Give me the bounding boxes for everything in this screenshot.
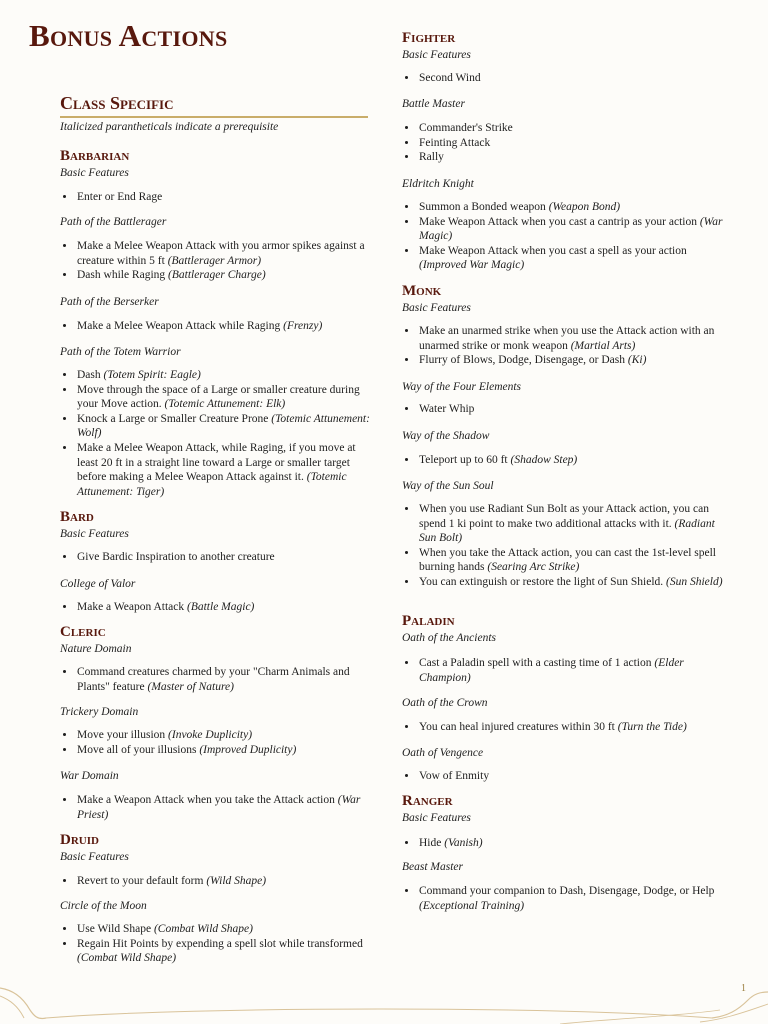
list-item — [418, 769, 724, 784]
list-item-text: Make a Weapon Attack — [77, 601, 187, 613]
list-item-text: Move through the space of a Large or smaller creature during your Move action. — [77, 383, 360, 411]
prerequisite-note — [60, 121, 278, 133]
prerequisite: (Martial Arts) — [570, 339, 636, 352]
list-item — [418, 353, 724, 368]
prerequisite: (Master of Nature) — [147, 680, 234, 693]
list-item — [418, 324, 724, 353]
bard-heading: Bard — [60, 509, 94, 525]
barbarian-heading: Barbarian — [60, 148, 130, 164]
list-item-text: When you use Radiant Sun Bolt as your Attack action, you can spend 1 ki point to make two additional attacks with it. — [419, 503, 709, 530]
eldritch-list — [402, 200, 724, 273]
ancients-list — [402, 656, 724, 685]
list-item — [418, 720, 724, 735]
list-item — [418, 453, 724, 468]
prerequisite: (Exceptional Training) — [419, 899, 525, 912]
list-item — [418, 402, 724, 417]
list-item-text: Move your illusion — [77, 729, 169, 741]
list-item-text: Knock a Large or Smaller Creature Prone — [77, 412, 272, 425]
prerequisite: (Totemic Attunement: Elk) — [164, 398, 286, 411]
section-title-class-specific: Class Specific — [60, 93, 174, 113]
list-item-text: Make a Melee Weapon Attack, while Raging, if you move at least 20 ft in a straight line toward a Large or smaller target before making a Melee Weapon Attack against it. — [77, 441, 356, 484]
prerequisite: (Invoke Duplicity) — [168, 729, 253, 741]
battlerager-list — [60, 239, 370, 283]
battlerager-label: Path of the Battlerager — [60, 216, 167, 228]
prerequisite: (Combat Wild Shape) — [77, 952, 177, 965]
prerequisite: (Sun Shield) — [666, 575, 723, 588]
list-item — [418, 836, 724, 851]
barbarian-basic-label: Basic Features — [60, 167, 129, 179]
prerequisite: (Totemic Attunement: Wolf) — [77, 412, 370, 440]
prerequisite: (Totemic Attunement: Tiger) — [77, 471, 347, 498]
prerequisite: (Battle Magic) — [187, 601, 255, 613]
list-item — [418, 71, 724, 86]
fighter-basic-label: Basic Features — [402, 49, 471, 61]
battlemaster-label: Battle Master — [402, 98, 465, 110]
list-item-text: Second Wind — [419, 72, 481, 84]
prerequisite: (Turn the Tide) — [617, 721, 687, 733]
ranger-basic-list — [402, 836, 724, 851]
list-item-text: Revert to your default form — [77, 875, 207, 887]
section-divider — [60, 116, 368, 118]
prerequisite: (Battlerager Armor) — [167, 254, 262, 267]
list-item-text: Make Weapon Attack when you cast a spell as your action — [419, 244, 687, 257]
page-number: 1 — [741, 983, 746, 994]
list-item — [418, 884, 724, 913]
prerequisite: (Wild Shape) — [206, 875, 267, 887]
footer-ornament — [0, 960, 768, 1024]
list-item — [76, 239, 370, 268]
list-item-text: Feinting Attack — [419, 136, 491, 149]
list-item-text: Use Wild Shape — [77, 923, 154, 935]
list-item — [76, 368, 370, 383]
paladin-heading: Paladin — [402, 613, 455, 629]
list-item-text: Give Bardic Inspiration to another creature — [77, 551, 275, 563]
valor-list — [60, 600, 370, 615]
list-item — [418, 575, 724, 590]
bard-basic-label: Basic Features — [60, 528, 129, 540]
list-item — [418, 136, 724, 151]
war-label: War Domain — [60, 770, 119, 782]
list-item-text: Command creatures charmed by your "Charm Animals and Plants" feature — [77, 666, 350, 693]
list-item-text: Regain Hit Points by expending a spell slot while transformed — [77, 937, 363, 950]
list-item — [76, 412, 370, 441]
prerequisite: (Combat Wild Shape) — [153, 923, 253, 935]
eldritch-label: Eldritch Knight — [402, 178, 474, 190]
valor-label: College of Valor — [60, 578, 136, 590]
note-italic: Italicized — [60, 121, 103, 133]
list-item-text: Rally — [419, 151, 444, 164]
berserker-list — [60, 319, 370, 334]
list-item — [76, 922, 370, 937]
fighter-heading: Fighter — [402, 30, 456, 46]
moon-label: Circle of the Moon — [60, 900, 147, 912]
nature-list — [60, 665, 370, 694]
list-item — [418, 244, 724, 273]
prerequisite: (War Priest) — [77, 794, 361, 821]
list-item-text: Hide — [419, 837, 445, 849]
list-item — [76, 319, 370, 334]
list-item-text: Dash while Raging — [77, 269, 169, 282]
list-item-text: You can extinguish or restore the light of Sun Shield. — [419, 575, 667, 588]
list-item-text: Water Whip — [419, 403, 475, 415]
ranger-heading: Ranger — [402, 793, 453, 809]
druid-basic-label: Basic Features — [60, 851, 129, 863]
fighter-basic-list — [402, 71, 724, 86]
list-item — [418, 656, 724, 685]
list-item — [76, 190, 370, 205]
prerequisite: (Improved War Magic) — [419, 259, 525, 272]
ranger-basic-label: Basic Features — [402, 812, 471, 824]
prerequisite: (War Magic) — [419, 215, 723, 243]
crown-label: Oath of the Crown — [402, 697, 488, 709]
list-item-text: Summon a Bonded weapon — [419, 201, 549, 213]
prerequisite: (Elder Champion) — [419, 657, 684, 684]
list-item-text: Make an unarmed strike when you use the Attack action with an unarmed strike or monk weapon — [419, 325, 715, 352]
druid-basic-list — [60, 874, 370, 889]
list-item-text: Commander's Strike — [419, 122, 513, 134]
beastmaster-label: Beast Master — [402, 861, 464, 873]
list-item — [76, 665, 370, 694]
battlemaster-list — [402, 121, 724, 165]
page-title: Bonus Actions — [29, 18, 228, 53]
list-item-text: Teleport up to 60 ft — [419, 454, 511, 466]
list-item-text: Make a Melee Weapon Attack while Raging — [77, 320, 284, 332]
list-item — [418, 502, 724, 546]
list-item-text: Enter or End Rage — [77, 191, 163, 203]
list-item-text: Make a Weapon Attack when you take the Attack action — [77, 794, 338, 806]
list-item — [76, 743, 370, 758]
prerequisite: (Searing Arc Strike) — [487, 561, 580, 574]
list-item — [418, 215, 724, 244]
prerequisite: (Weapon Bond) — [548, 201, 621, 213]
totem-label: Path of the Totem Warrior — [60, 346, 181, 358]
prerequisite: (Ki) — [627, 354, 647, 367]
sunsoul-label: Way of the Sun Soul — [402, 480, 494, 492]
ancients-label: Oath of the Ancients — [402, 632, 497, 644]
monk-basic-label: Basic Features — [402, 302, 471, 314]
prerequisite: (Shadow Step) — [510, 454, 578, 466]
nature-label: Nature Domain — [60, 643, 132, 655]
prerequisite: (Improved Duplicity) — [199, 743, 297, 756]
elements-list — [402, 402, 724, 417]
list-item — [76, 600, 370, 615]
list-item-text: When you take the Attack action, you can cast the 1st-level spell burning hands — [419, 546, 716, 574]
list-item-text: Flurry of Blows, Dodge, Disengage, or Dash — [419, 354, 628, 367]
list-item — [76, 550, 370, 565]
list-item-text: Command your companion to Dash, Disengage, Dodge, or Help — [419, 885, 715, 897]
berserker-label: Path of the Berserker — [60, 296, 159, 308]
list-item — [76, 874, 370, 889]
war-list — [60, 793, 370, 822]
list-item-text: Make Weapon Attack when you cast a cantrip as your action — [419, 215, 700, 228]
list-item — [76, 268, 370, 283]
prerequisite: (Totem Spirit: Eagle) — [103, 369, 201, 381]
cleric-heading: Cleric — [60, 624, 106, 640]
barbarian-basic-list — [60, 190, 370, 205]
list-item-text: You can heal injured creatures within 30 ft — [419, 721, 618, 733]
beastmaster-list — [402, 884, 724, 913]
shadow-list — [402, 453, 724, 468]
list-item — [76, 728, 370, 743]
prerequisite: (Radiant Sun Bolt) — [419, 517, 715, 545]
list-item-text: Cast a Paladin spell with a casting time of 1 action — [419, 657, 655, 669]
prerequisite: (Vanish) — [444, 837, 483, 849]
prerequisite: (Frenzy) — [283, 320, 323, 332]
list-item — [76, 441, 370, 499]
list-item — [418, 200, 724, 215]
vengence-list — [402, 769, 724, 784]
list-item-text: Move all of your illusions — [77, 743, 200, 756]
sunsoul-list — [402, 502, 724, 590]
list-item-text: Vow of Enmity — [419, 770, 490, 782]
list-item-text: Make a Melee Weapon Attack with you armor spikes against a creature within 5 ft — [77, 240, 365, 267]
note-rest-2: s indicate a prerequisite — [167, 121, 279, 133]
monk-basic-list — [402, 324, 724, 368]
vengence-label: Oath of Vengence — [402, 747, 484, 759]
prerequisite: (Battlerager Charge) — [168, 269, 266, 282]
druid-heading: Druid — [60, 832, 99, 848]
trickery-label: Trickery Domain — [60, 706, 139, 718]
list-item — [418, 121, 724, 136]
elements-label: Way of the Four Elements — [402, 381, 522, 393]
list-item-text: Dash — [77, 369, 104, 381]
shadow-label: Way of the Shadow — [402, 430, 490, 442]
list-item — [418, 150, 724, 165]
monk-heading: Monk — [402, 283, 442, 299]
trickery-list — [60, 728, 370, 757]
bard-basic-list — [60, 550, 370, 565]
crown-list — [402, 720, 724, 735]
totem-list — [60, 368, 370, 499]
list-item — [76, 793, 370, 822]
list-item — [418, 546, 724, 575]
note-rest: paranthetical — [102, 121, 168, 133]
list-item — [76, 383, 370, 412]
